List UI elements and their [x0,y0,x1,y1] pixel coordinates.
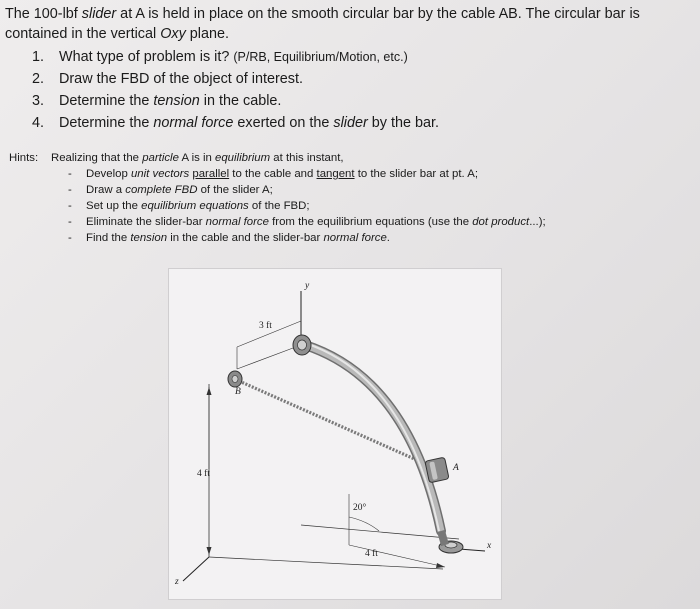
angle-label: 20° [353,503,367,513]
question-4: 4. Determine the normal force exerted on the slider by the bar. [32,115,439,131]
hint-item: - Develop unit vectors parallel to the cable and tangent to the slider bar at pt. A; [68,168,479,180]
dim-arrow-top [207,387,212,395]
hint-list [9,166,689,246]
circular-bar-highlight [305,343,439,531]
bottom-post [441,531,445,545]
mechanics-figure [168,268,502,600]
dim-4ft-vertical-label: 4 ft [197,469,210,479]
dim-arrow-bottom [207,547,212,555]
question-1: 1. What type of problem is it? (P/RB, Equilibrium/Motion, etc.) [32,49,408,65]
problem-statement [5,4,695,134]
circular-bar [305,345,441,531]
hint-item: - Set up the equilibrium equations of the FBD; [68,200,310,212]
z-axis-line [183,557,209,581]
z-axis-label: z [175,577,179,587]
question-2: 2. Draw the FBD of the object of interest. [32,71,303,87]
question-list [5,46,695,134]
dim-4ft-horizontal-label: 4 ft [365,549,378,559]
hints-section [9,150,689,246]
hint-item: - Draw a complete FBD of the slider A; [68,184,273,196]
figure-drawing [169,269,503,601]
question-3: 3. Determine the tension in the cable. [32,93,282,109]
point-a-label: A [453,463,459,473]
angle-arc [349,517,379,531]
x-axis-line [459,549,485,551]
y-axis-label: y [305,281,310,291]
dim-3ft-label: 3 ft [259,321,272,331]
circular-bar-shadow [305,345,441,531]
anchor-b-inner [232,376,238,383]
hint-item: - Find the tension in the cable and the slider-bar normal force. [68,232,390,244]
back-diagonal [237,345,301,369]
x-axis-label: x [487,541,492,551]
problem-text: The 100-lbf slider at A is held in place on the smooth circular bar by the cable AB. The circular bar is contained in the vertical Oxy plane. [5,6,640,42]
top-mount-inner [298,340,307,350]
hints-label: Hints: [9,152,39,164]
slider-a [425,457,449,483]
hint-item: - Eliminate the slider-bar normal force from the equilibrium equations (use the dot product...); [68,216,546,228]
dim-arrow-right [436,563,445,568]
dim-4ft-horizontal [349,545,445,567]
point-b-label: B [235,387,241,397]
hints-lead: Hints: Realizing that the particle A is in equilibrium at this instant, [9,152,344,164]
